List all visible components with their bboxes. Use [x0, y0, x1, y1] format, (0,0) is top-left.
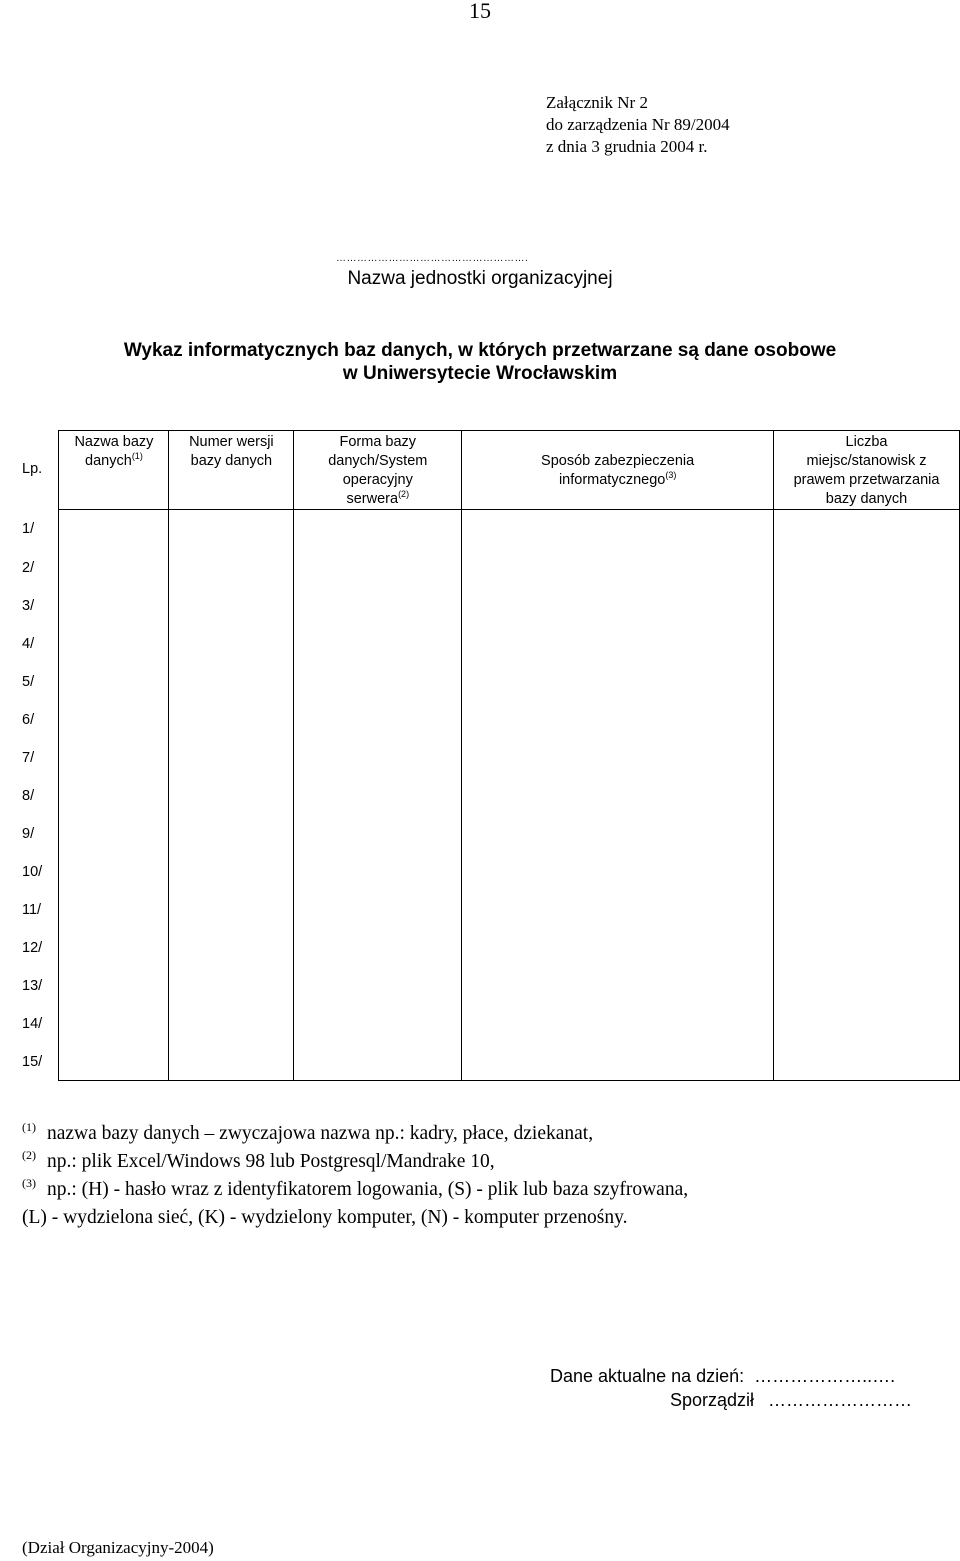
annex-header [546, 92, 730, 158]
unit-name-label: Nazwa jednostki organizacyjnej [347, 268, 613, 289]
table-cell[interactable] [294, 1043, 462, 1081]
table-cell[interactable] [462, 929, 774, 967]
table-cell[interactable] [774, 891, 960, 929]
table-row [0, 701, 960, 739]
table-cell[interactable] [462, 1005, 774, 1043]
table-cell[interactable] [294, 625, 462, 663]
page-number: 15 [469, 0, 491, 23]
table-row [0, 777, 960, 815]
table-cell[interactable] [294, 1005, 462, 1043]
table-cell[interactable] [774, 701, 960, 739]
table-cell[interactable] [294, 510, 462, 549]
author-label: Sporządził [670, 1390, 755, 1410]
table-cell[interactable] [169, 815, 294, 853]
footnotes [22, 1120, 942, 1232]
table-cell[interactable] [59, 929, 169, 967]
table-cell[interactable] [462, 549, 774, 587]
table-cell[interactable] [59, 701, 169, 739]
unit-name-dots: ………………………………………………. [336, 253, 529, 264]
table-cell[interactable] [774, 853, 960, 891]
table-cell[interactable] [774, 510, 960, 549]
table-cell[interactable] [169, 891, 294, 929]
row-number: 15/ [22, 1053, 43, 1070]
table-row [0, 510, 960, 549]
database-table [0, 430, 960, 1081]
annex-line-2: do zarządzenia Nr 89/2004 [546, 115, 730, 134]
table-cell[interactable] [59, 815, 169, 853]
table-cell[interactable] [169, 853, 294, 891]
row-number: 4/ [22, 635, 35, 652]
annex-line-3: z dnia 3 grudnia 2004 r. [546, 137, 708, 156]
table-row [0, 549, 960, 587]
table-cell[interactable] [294, 777, 462, 815]
table-cell[interactable] [169, 739, 294, 777]
footer-note: (Dział Organizacyjny-2004) [22, 1538, 214, 1557]
table-row [0, 815, 960, 853]
row-number: 12/ [22, 939, 43, 956]
author-value: …………………… [768, 1390, 913, 1410]
table-cell[interactable] [169, 1005, 294, 1043]
table-cell[interactable] [294, 739, 462, 777]
table-cell[interactable] [774, 739, 960, 777]
table-cell[interactable] [169, 701, 294, 739]
footnote-3: (3) np.: (H) - hasło wraz z identyfikatorem logowania, (S) - plik lub baza szyfrowana, [22, 1176, 689, 1200]
table-cell[interactable] [774, 967, 960, 1005]
table-cell[interactable] [169, 625, 294, 663]
table-cell[interactable] [462, 815, 774, 853]
table-cell[interactable] [294, 815, 462, 853]
row-number: 7/ [22, 749, 35, 766]
table-cell[interactable] [169, 1043, 294, 1081]
table-cell[interactable] [59, 1043, 169, 1081]
table-cell[interactable] [774, 1043, 960, 1081]
table-row [0, 739, 960, 777]
table-cell[interactable] [169, 549, 294, 587]
table-cell[interactable] [774, 929, 960, 967]
table-cell[interactable] [462, 891, 774, 929]
table-cell[interactable] [169, 777, 294, 815]
row-number: 5/ [22, 673, 35, 690]
table-row [0, 587, 960, 625]
table-cell[interactable] [294, 929, 462, 967]
table-cell[interactable] [59, 891, 169, 929]
row-number: 9/ [22, 825, 35, 842]
table-cell[interactable] [462, 587, 774, 625]
table-cell[interactable] [462, 510, 774, 549]
table-cell[interactable] [774, 587, 960, 625]
header-count: Liczba miejsc/stanowisk z prawem przetwarzania bazy danych [774, 431, 960, 510]
table-cell[interactable] [462, 701, 774, 739]
table-cell[interactable] [774, 815, 960, 853]
table-cell[interactable] [294, 549, 462, 587]
header-form: Forma bazy danych/System operacyjny serwera$^{(2)}$ [294, 431, 462, 510]
table-cell[interactable] [294, 967, 462, 1005]
footnote-2: (2) np.: plik Excel/Windows 98 lub Postgresql/Mandrake 10, [22, 1148, 495, 1172]
table-row [0, 929, 960, 967]
table-cell[interactable] [169, 587, 294, 625]
table-row [0, 625, 960, 663]
table-cell[interactable] [59, 739, 169, 777]
row-number: 14/ [22, 1015, 43, 1032]
table-cell[interactable] [774, 625, 960, 663]
row-number: 11/ [22, 901, 42, 918]
table-cell[interactable] [169, 663, 294, 701]
table-cell[interactable] [462, 853, 774, 891]
table-cell[interactable] [59, 663, 169, 701]
table-cell[interactable] [294, 891, 462, 929]
table-cell[interactable] [59, 625, 169, 663]
table-cell[interactable] [462, 777, 774, 815]
row-number: 8/ [22, 787, 35, 804]
title-line-1: Wykaz informatycznych baz danych, w których przetwarzane są dane osobowe [123, 340, 837, 361]
row-number: 3/ [22, 597, 35, 614]
table-row [0, 853, 960, 891]
table-cell[interactable] [59, 967, 169, 1005]
table-cell[interactable] [774, 663, 960, 701]
row-number: 13/ [22, 977, 43, 994]
table-cell[interactable] [462, 663, 774, 701]
table-cell[interactable] [59, 587, 169, 625]
author-line [550, 1388, 912, 1412]
table-cell[interactable] [59, 549, 169, 587]
table-cell[interactable] [169, 510, 294, 549]
table-cell[interactable] [169, 967, 294, 1005]
table-row [0, 967, 960, 1005]
footnote-3-continued: (L) - wydzielona sieć, (K) - wydzielony komputer, (N) - komputer przenośny. [22, 1207, 628, 1228]
header-security: Sposób zabezpieczenia informatycznego$^{(3)}$ [462, 431, 774, 510]
report-meta [550, 1364, 912, 1412]
table-cell[interactable] [59, 1005, 169, 1043]
table-cell[interactable] [294, 587, 462, 625]
title-line-2: w Uniwersytecie Wrocławskim [342, 363, 618, 384]
table-cell[interactable] [774, 549, 960, 587]
table-cell[interactable] [462, 967, 774, 1005]
header-db-name: Nazwa bazy danych$^{(1)}$ [59, 431, 169, 510]
date-value: ………………..…. [754, 1366, 896, 1386]
row-number: 1/ [22, 521, 35, 537]
row-number: 6/ [22, 711, 35, 728]
table-row [0, 1005, 960, 1043]
date-label: Dane aktualne na dzień: [550, 1366, 745, 1386]
date-line [550, 1364, 912, 1388]
footnote-1: (1) nazwa bazy danych – zwyczajowa nazwa np.: kadry, płace, dziekanat, [22, 1120, 594, 1144]
table-cell[interactable] [59, 777, 169, 815]
header-version: Numer wersji bazy danych [169, 431, 294, 510]
table-cell[interactable] [294, 853, 462, 891]
table-cell[interactable] [294, 701, 462, 739]
row-number: 2/ [22, 559, 35, 576]
table-cell[interactable] [774, 1005, 960, 1043]
table-cell[interactable] [169, 929, 294, 967]
annex-line-1: Załącznik Nr 2 [546, 93, 648, 112]
table-cell[interactable] [294, 663, 462, 701]
row-number: 10/ [22, 863, 43, 880]
header-lp: Lp. [22, 460, 43, 477]
document-title [0, 339, 960, 385]
table-cell[interactable] [462, 625, 774, 663]
table-row [0, 891, 960, 929]
table-row [0, 663, 960, 701]
table-row [0, 1043, 960, 1081]
table-cell[interactable] [462, 739, 774, 777]
table-cell[interactable] [462, 1043, 774, 1081]
table-cell[interactable] [59, 853, 169, 891]
table-cell[interactable] [59, 510, 169, 549]
table-cell[interactable] [774, 777, 960, 815]
